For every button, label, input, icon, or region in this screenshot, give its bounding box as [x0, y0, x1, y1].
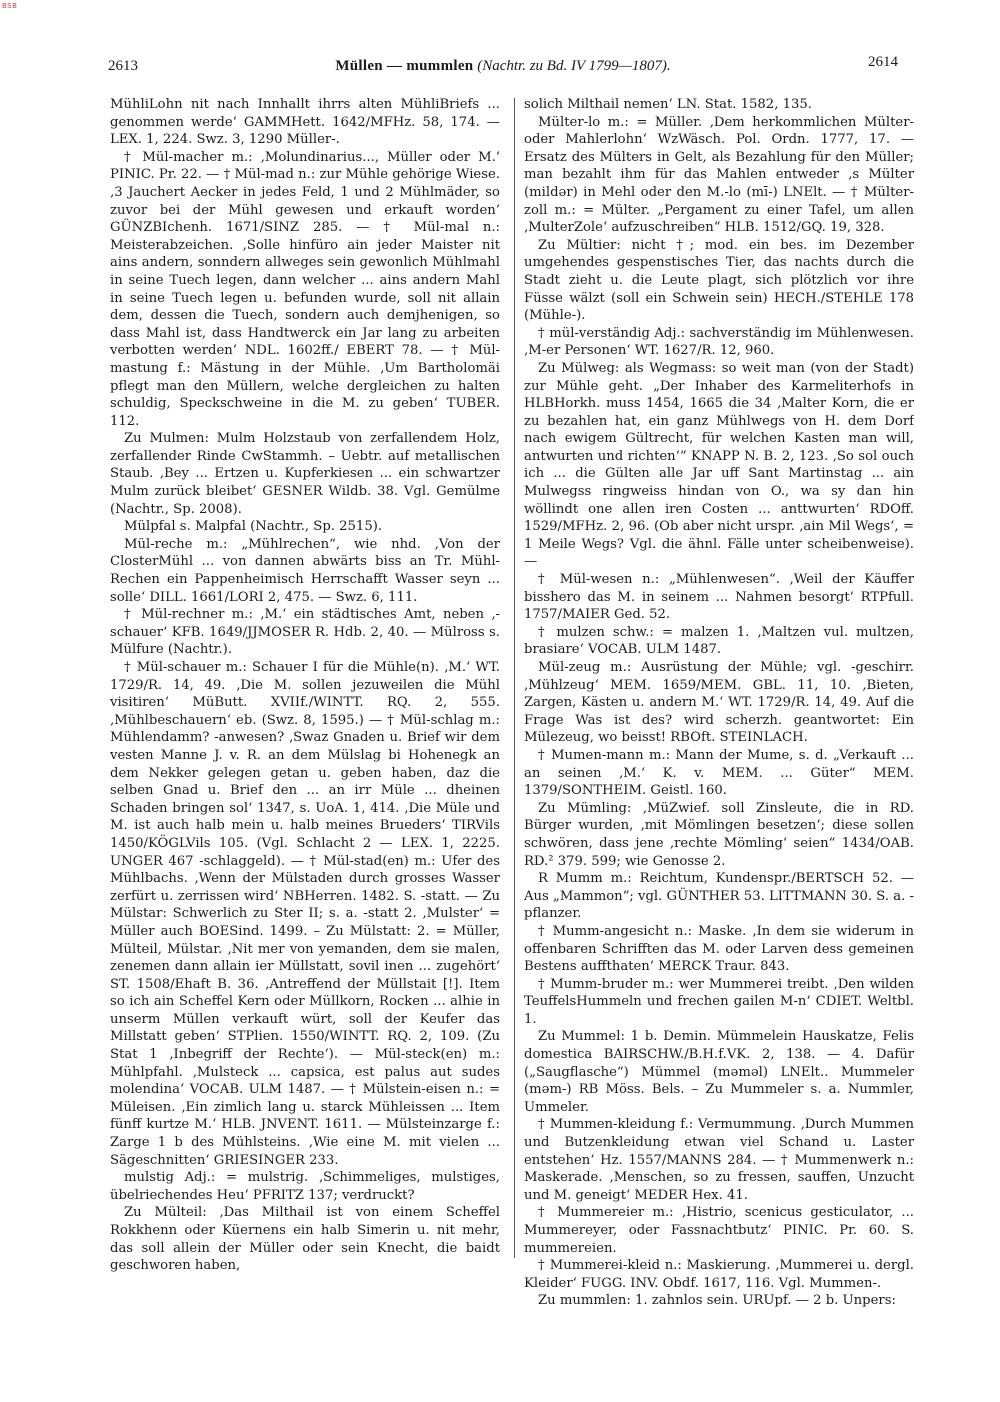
right-paragraph: † mül-verständig Adj.: sachverständig im Mühlenwesen. ‚M-er Personen‘ WT. 1627/R. 12, 960.: [524, 325, 914, 359]
right-paragraph: R Mumm m.: Reichtum, Kundenspr./BERTSCH 52. — Aus „Mammon“; vgl. GÜNTHER 53. LITTMANN 30. S. a. -pflanzer.: [524, 871, 914, 922]
page-header: [108, 54, 898, 80]
right-paragraph: † Mummereier m.: ‚Histrio, scenicus gesticulator, ... Mummereyer, oder Fassnachtbutz‘ PINIC. Pr. 60. S. mummereien.: [524, 1205, 914, 1256]
left-paragraph: Mülpfal s. Malpfal (Nachtr., Sp. 2515).: [124, 519, 383, 535]
right-paragraph: † Mummerei-kleid n.: Maskierung. ‚Mummerei u. dergl. Kleider‘ FUGG. INV. Obdf. 1617, 116. Vgl. Mummen-.: [524, 1258, 914, 1291]
right-paragraph: Zu Mummel: 1 b. Demin. Mümmelein Hauskatze, Felis domestica BAIRSCHW./B.H.f.VK. 2, 138. — 4. Dafür („Saugflasche“) Mümmel (məməl) LNElt.. Mummeler (məm-) RB Möss. Bels. – Zu Mummeler s. a. Nummler, Ummeler.: [524, 1029, 914, 1115]
right-paragraph: Mülter-lo m.: = Müller. ‚Dem herkommlichen Mülter- oder Mahlerlohn‘ WzWäsch. Pol. Ordn. 1777, 17. — Ersatz des Mülters in Gelt, als Bezahlung für den Müller; man bezahlt ihm für das Mahlen entweder ‚s Mülter (mildər) in Mehl oder den M.-lo (mī-) LNElt. — † Mülter-zoll m.: = Mülter. „Pergament zu einer Tafel, um allen ‚MulterZole‘ aufzuschreiben“ HLB. 1512/GQ. 19, 328.: [524, 114, 914, 236]
column-divider: [514, 98, 515, 1258]
right-paragraph: Zu Mültier: nicht †; mod. ein bes. im Dezember umgehendes gespenstisches Tier, das nachts durch die Stadt zieht u. die Leute plagt, sich plötzlich vor ihre Füsse wälzt (soll ein Schwein sein) HECH./STEHLE 178 (Mühle-).: [524, 237, 914, 324]
left-paragraph: Zu Mülteil: ‚Das Milthail ist von einem Scheffel Rokkhenn oder Küernens ein halb Simerin u. nit mehr, das soll allein der Müller oder sein Knecht, die baidt geschworen haben,: [110, 1205, 500, 1274]
right-column: [524, 96, 914, 1326]
left-paragraph: Mül-reche m.: „Mühlrechen“, wie nhd. ‚Von der ClosterMühl ... von dannen abwärts biss an Tr. Mühl-Rechen ein Pappenheimisch Herrschafft Wasser seyn ... solle‘ DILL. 1661/LORI 2, 475. — Swz. 6, 111.: [110, 536, 500, 605]
page-number-left: 2613: [108, 58, 138, 74]
right-paragraph: † Mül-wesen n.: „Mühlenwesen“. ‚Weil der Käuffer bisshero das M. in seinem ... Nahmen besorgt‘ RTPfull. 1757/MAIER Ged. 52.: [524, 572, 914, 623]
running-title: [108, 58, 898, 75]
right-paragraph: † Mumen-mann m.: Mann der Mume, s. d. „Verkauft ... an seinen ‚M.‘ K. v. MEM. ... Güter“ MEM. 1379/SONTHEIM. Geistl. 160.: [524, 747, 914, 799]
left-column: [110, 96, 500, 1326]
left-paragraph: † Mül-macher m.: ‚Molundinarius..., Müller oder M.‘ PINIC. Pr. 22. — † Mül-mad n.: zur Mühle gehörige Wiese. ‚3 Jauchert Aecker in jedes Feld, 1 und 2 Mühlmäder, so zuvor bei der Mühl gewesen und erkauft worden‘ GÜNZBIchenh. 1671/SINZ 285. — † Mül-mal n.: Meisterabzeichen. ‚Solle hinfüro ain jeder Maister nit ains andern, sonndern allweges sein gewonlich Mühlmahl in seine Tuech legen, dann welcher ... ains andern Mahl in seine Tuech legen u. befunden wurde, soll nit allain dem, dessen die Tuech, sondern auch demjhenigen, so dass Mahl ist, dass Handtwerck ein Jar lang zu arbeiten verbotten werden‘ NDL. 1602ff./ EBERT 78. — † Mül-mastung f.: Mästung in der Mühle. ‚Um Bartholomäi pflegt man den Müllern, welche dergleichen zu halten schuldig, Speckschweine in die M. zu geben‘ TUBER. 112.: [110, 149, 500, 429]
left-paragraph: Zu Mulmen: Mulm Holzstaub von zerfallendem Holz, zerfallender Rinde CwStammh. – Uebtr. auf metallischen Staub. ‚Bey ... Ertzen u. Kupferkiesen ... ein schwartzer Mulm zurück bleibet‘ GESNER Wildb. 38. Vgl. Gemülme (Nachtr., Sp. 2008).: [110, 431, 500, 517]
left-paragraph: † Mül-rechner m.: ‚M.‘ ein städtisches Amt, neben ‚-schauer‘ KFB. 1649/JJMOSER R. Hdb. 2, 40. — Mülross s. Mülfure (Nachtr.).: [110, 607, 500, 658]
right-paragraph: Zu mummlen: 1. zahnlos sein. URUpf. — 2 b. Unpers:: [538, 1293, 896, 1309]
right-paragraph: solich Milthail nemen‘ LN. Stat. 1582, 135.: [524, 97, 812, 112]
page-number-right: 2614: [868, 54, 898, 70]
right-paragraph: † Mumm-angesicht n.: Maske. ‚In dem sie widerum in offenbaren Schrifften das M. oder Larven dess gemeinen Bestens auffthaten‘ MERCK Traur. 843.: [524, 923, 914, 975]
right-paragraph: † mulzen schw.: = malzen 1. ‚Maltzen vul. multzen, brasiare‘ VOCAB. ULM 1487.: [524, 624, 914, 658]
left-paragraph: mulstig Adj.: = mulstrig. ‚Schimmeliges, mulstiges, übelriechendes Heu‘ PFRITZ 137; verdruckt?: [110, 1170, 500, 1203]
right-paragraph: † Mumm-bruder m.: wer Mummerei treibt. ‚Den wilden TeuffelsHummeln und frechen gailen M-n‘ CDIET. Weltbl. 1.: [524, 976, 914, 1027]
running-title-italic: (Nachtr. zu Bd. IV 1799—1807).: [477, 58, 671, 74]
left-paragraph: † Mül-schauer m.: Schauer I für die Mühle(n). ‚M.‘ WT. 1729/R. 14, 49. ‚Die M. sollen jezuweilen die Mühl visitiren‘ MüButt. XVIIf./WINTT. RQ. 2, 555. ‚Mühlbeschauern‘ eb. (Swz. 8, 1595.) — † Mül-schlag m.: Mühlendamm? -anwesen? ‚Swaz Gnaden u. Brief wir dem vesten Manne J. v. R. an dem Mülslag bi Hohenegk an dem Nekker gelegen getan u. geben haben, daz die selben Gnad u. Brief den ... an irr Müle ... dheinen Schaden bringen sol‘ 1347, s. UoA. 1, 414. ‚Die Müle und M. ist auch halb mein u. halb meines Brueders‘ TIRVils 1450/KÖGLVils 105. (Vgl. Schlacht 2 — LEX. 1, 2225. UNGER 467 -schlaggeld). — † Mül-stad(en) m.: Ufer des Mühlbachs. ‚Wenn der Mülstaden durch grosses Wasser zerfürt u. zerrissen wird‘ NBHerren. 1482. S. -statt. — Zu Mülstar: Schwerlich zu Ster II; s. a. -statt 2. ‚Mulster‘ = Müller auch BOESind. 1499. – Zu Mülstatt: 2. = Müller, Mülteil, Mülstar. ‚Nit mer von yemanden, dem sie malen, zenemen dann allain ier Müllstatt, sovil inen ... zugehört‘ ST. 1508/Ehaft B. 36. ‚Antreffend der Müllstait [!]. Item so ich ain Scheffel Kern oder Müllkorn, Rocken ... alhie in unserm Müllen verkauft würt, soll der Keufer das Millstatt geben‘ STPlien. 1550/WINTT. RQ. 2, 109. (Zu Stat 1 ‚Inbegriff der Rechte‘). — Mül-steck(en) m.: Mühlpfahl. ‚Mulsteck ... capsica, est palus aut sudes molendina‘ VOCAB. ULM 1487. — † Mülstein-eisen n.: = Müleisen. ‚Ein zimlich lang u. starck Mühleissen ... Item fünff kurtze M.‘ HLB. JNVENT. 1611. — Mülsteinzarge f.: Zarge 1 b des Mühlsteins. ‚Wie eine M. mit vielen ... Sägeschnitten‘ GRIESINGER 233.: [110, 660, 500, 1168]
right-paragraph: Zu Mülweg: als Wegmass: so weit man (von der Stadt) zur Mühle geht. „Der Inhaber des Karmeliterhofs in HLBHorkh. muss 1454, 1665 die 34 ‚Malter Korn, die er zu bezahlen hat, ein ganz Mühlwegs von H. dem Dorf nach ewigem Gültrecht, für welchen Kasten man will, antwurten und richten‘“ KNAPP N. B. 2, 123. ‚So sol ouch ich ... die Gülten alle Jar uff Sant Martinstag ... ain Mulwegss ringweiss hindan von O., wa sy dan hin wöllindt one allen iren Costen ... anttwurten‘ RDOff. 1529/MFHz. 2, 96. (Ob aber nicht urspr. ‚ain Mil Wegs‘, = 1 Meile Wegs? Vgl. die ähnl. Fälle unter scheibenweise). —: [524, 360, 914, 570]
right-paragraph: † Mummen-kleidung f.: Vermummung. ‚Durch Mummen und Butzenkleidung etwan viel Schand u. Laster entstehen‘ Hz. 1557/MANNS 284. — † Mummenwerk n.: Maskerade. ‚Menschen, so zu fressen, sauffen, Unzucht und M. geneigt‘ MEDER Hex. 41.: [524, 1117, 914, 1203]
left-paragraph: MühliLohn nit nach Innhallt ihrrs alten MühliBriefs ... genommen werde‘ GAMMHett. 1642/MFHz. 58, 174. — LEX. 1, 224. Swz. 3, 1290 Müller-.: [110, 97, 500, 148]
running-title-bold: Müllen — mummlen: [335, 58, 474, 74]
right-paragraph: Mül-zeug m.: Ausrüstung der Mühle; vgl. -geschirr. ‚Mühlzeug‘ MEM. 1659/MEM. GBL. 11, 10. ‚Bieten, Zargen, Kästen u. andern M.‘ WT. 1729/R. 14, 49. Auf die Frage Was ist des? wird scherzh. geantwortet: Ein Mülezeug, wo beisst! RBOft. STEINLACH.: [524, 660, 914, 746]
library-mark: BSB: [2, 2, 18, 10]
right-paragraph: Zu Mümling: ‚MüZwief. soll Zinsleute, die in RD. Bürger wurden, ‚mit Mömlingen besetzen‘; diese sollen schwören, dass jene ‚rechte Mömling‘ seien“ 1434/OAB. RD.² 379. 599; wie Genosse 2.: [524, 800, 914, 869]
